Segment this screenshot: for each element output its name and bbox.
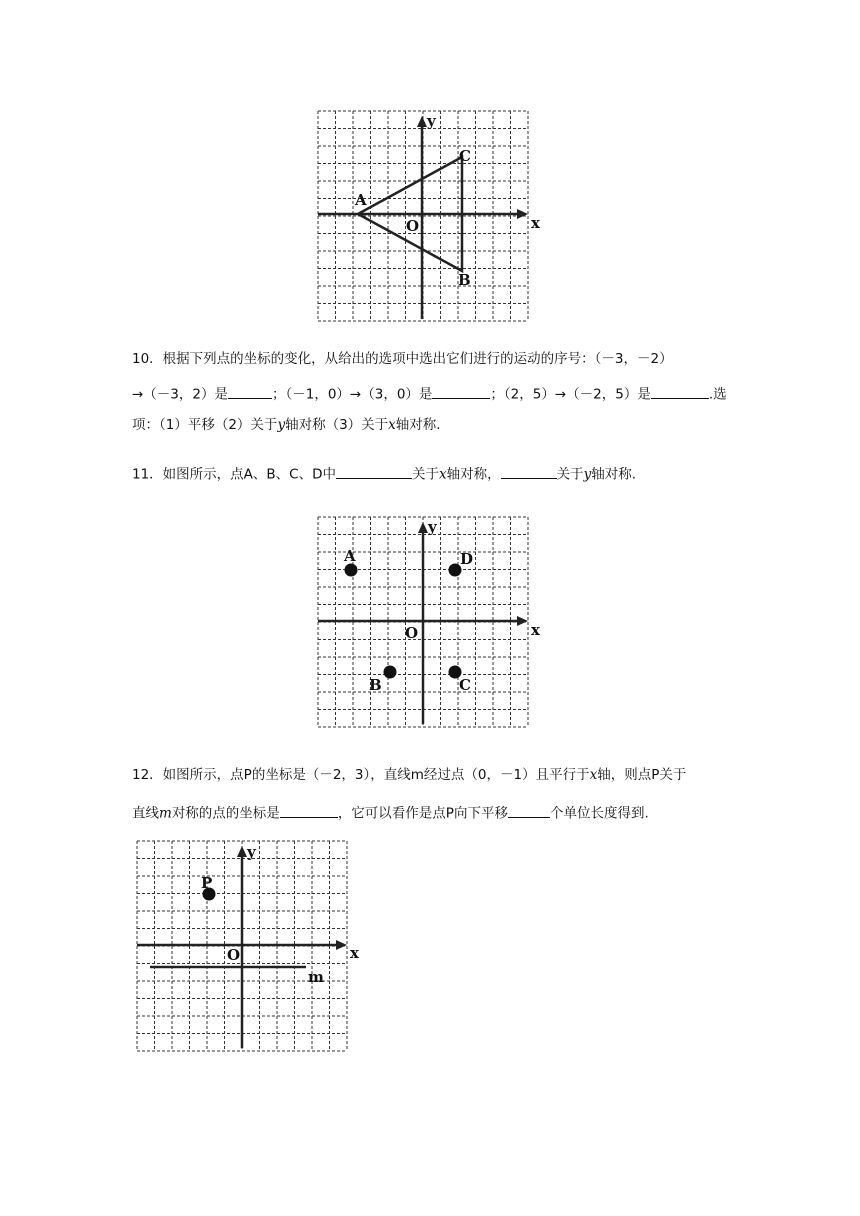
question-10-line-3 [132, 417, 732, 433]
q10-text-f: 轴对称（3）关于 [285, 417, 389, 433]
point-c-label: C [459, 676, 471, 694]
point-a-label: A [344, 547, 356, 565]
point-a-label: A [355, 191, 367, 209]
q12-text-b: 轴，则点P关于 [597, 767, 687, 783]
y-axis-arrow-icon [418, 522, 428, 533]
figure1-svg [318, 111, 548, 326]
answer-blank[interactable] [501, 464, 557, 479]
question-10-line-1 [132, 351, 732, 367]
q10-text-d: .选 [708, 386, 727, 403]
question-11 [132, 464, 732, 483]
point-b [384, 666, 397, 679]
y-axis-arrow-icon [237, 846, 247, 857]
q10-text-e: 项：（1）平移（2）关于 [132, 417, 278, 433]
point-p-label: P [201, 874, 213, 892]
q10-line1-text: 10．根据下列点的坐标的变化，从给出的选项中选出它们进行的运动的序号：（－3，－2） [132, 351, 673, 367]
x-axis-label: x [350, 944, 359, 962]
x-axis-label: x [531, 214, 540, 232]
origin-label: O [227, 946, 241, 964]
answer-blank[interactable] [336, 464, 412, 479]
figure3-svg [137, 841, 367, 1056]
q11-text-a: 11．如图所示，点A、B、C、D中 [132, 466, 336, 483]
figure2-svg [318, 517, 548, 732]
point-d-label: D [460, 550, 474, 568]
figure-points-abcd [318, 517, 548, 732]
y-axis-arrow-icon [417, 116, 427, 127]
q11-text-e: 轴对称. [591, 466, 637, 483]
q11-text-c: 轴对称， [446, 466, 501, 483]
question-12-line-2 [132, 803, 732, 822]
var-y: y [583, 466, 592, 483]
figure-point-p-line-m [137, 841, 367, 1056]
q10-text-a: →（－3，2）是 [132, 386, 228, 403]
line-m-label: m [308, 968, 324, 986]
q12-text-c: 直线 [132, 805, 159, 822]
y-axis-label: y [428, 518, 437, 536]
q10-text-g: 轴对称. [395, 417, 441, 433]
point-c-label: C [459, 147, 471, 165]
q10-text-b: ；（－1，0）→（3，0）是 [272, 386, 433, 403]
answer-blank[interactable] [508, 803, 550, 818]
x-axis-label: x [531, 621, 540, 639]
q11-text-b: 关于 [412, 466, 439, 483]
answer-blank[interactable] [228, 384, 272, 399]
q12-text-f: 个单位长度得到. [549, 805, 649, 822]
q12-text-a: 12．如图所示，点P的坐标是（－2，3），直线m经过点（0，－1）且平行于 [132, 767, 590, 783]
x-axis-arrow-icon [517, 209, 528, 219]
var-x: x [589, 767, 598, 783]
point-b-label: B [369, 676, 382, 694]
answer-blank[interactable] [432, 384, 490, 399]
figure-triangle-abc [318, 111, 548, 326]
point-a [345, 564, 358, 577]
var-x: x [388, 417, 396, 433]
q10-text-c: ；（2，5）→（－2，5）是 [490, 386, 651, 403]
answer-blank[interactable] [280, 803, 338, 818]
origin-label: O [406, 217, 420, 235]
x-axis-arrow-icon [336, 940, 347, 950]
q11-text-d: 关于 [556, 466, 584, 483]
var-y: y [277, 417, 286, 433]
question-12-line-1 [132, 767, 732, 783]
origin-label: O [405, 624, 419, 642]
point-b-label: B [458, 271, 471, 289]
answer-blank[interactable] [651, 384, 709, 399]
q12-text-e: ，它可以看作是点P向下平移 [337, 805, 508, 822]
var-x: x [439, 466, 447, 483]
y-axis-label: y [427, 112, 436, 130]
x-axis-arrow-icon [517, 616, 528, 626]
question-10-line-2 [132, 384, 732, 403]
y-axis-label: y [247, 843, 256, 861]
q12-text-d: 对称的点的坐标是 [171, 805, 280, 822]
var-m: m [159, 805, 172, 822]
